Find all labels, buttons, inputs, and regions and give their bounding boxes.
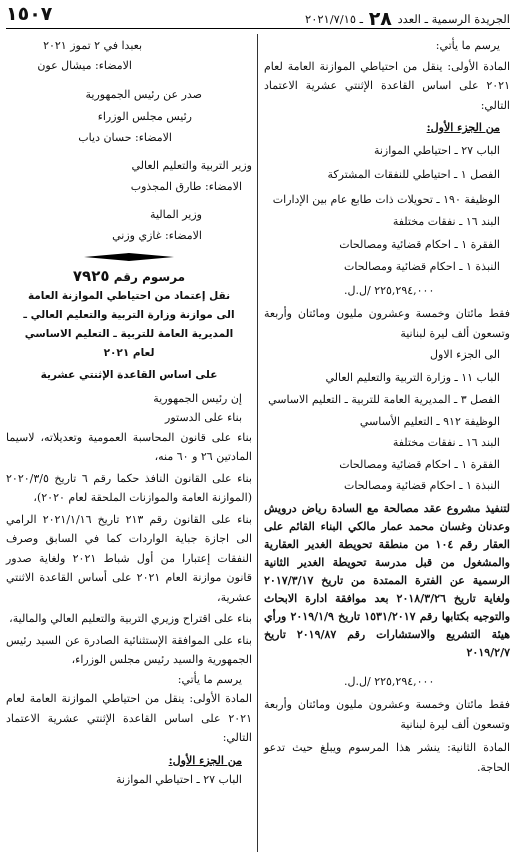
signer-title: رئيس مجلس الوزراء — [97, 109, 192, 123]
amount-in-words: فقط مائتان وخمسة وعشرون مليون ومائتان وأربعة وتسعون ألف ليرة لبنانية — [264, 698, 510, 731]
title-line: المديرية العامة للتربية ـ التعليم الاساسي — [24, 327, 234, 340]
preamble-paragraph: بناء على اقتراح وزيري التربية والتعليم العالي والمالية، — [9, 612, 252, 625]
title-line: نقل إعتماد من احتياطي الموازنة العامة — [27, 289, 231, 302]
signature-pm: الامضاء: حسان دياب — [78, 131, 172, 144]
left-column — [6, 36, 252, 790]
line-item: الوظيفة ٩١٢ ـ التعليم الأساسي — [359, 414, 500, 428]
decree-preamble: يرسم ما يأتي: — [435, 39, 500, 52]
preamble-paragraph: بناء على قانون المحاسبة العمومية وتعديلاته، لاسيما المادتين ٢٦ و ٦٠ منه، — [6, 430, 252, 463]
line-item: البند ١٦ ـ نفقات مختلفة — [392, 215, 500, 228]
part-heading: من الجزء الأول: — [426, 121, 500, 134]
article-one: المادة الأولى: ينقل من احتياطي الموازنة العامة لعام ٢٠٢١ على اساس القاعدة الإثنتي عشرية الاعتماد التالي: — [6, 692, 252, 744]
title-line: لعام ٢٠٢١ — [103, 346, 155, 359]
purpose-statement: لتنفيذ مشروع عقد مصالحة مع السادة رياض درويش وعدنان وغسان محمد عمار مالكي البناء القائم على العقار رقم ١٠٤ من منطقة تحويطة الغدير العقارية والمشغول من قبل مدرسة تحويطة الغدير الثانية الرسمية عن الفترة الممتدة من تاريخ ٢٠١٧/٣/١٧ ولغاية تاريخ ٢٠١٨/٣/٢٦ بعد موافقة ادارة الابحاث والتوجيه بكتابها رقم ١٥٣١/٢٠١٧ تاريخ ٢٠١٩/١/٩ ورأي هيئة التشريع والاستشارات رقم ٢٠١٩/٨٧ تاريخ ٢٠١٩/٢/٧ — [264, 501, 511, 659]
title-line: على اساس القاعدة الإثنتي عشرية — [40, 368, 218, 381]
article-one: المادة الأولى: ينقل من احتياطي الموازنة العامة لعام ٢٠٢١ على اساس القاعدة الإثنتي عشرية الاعتماد التالي: — [264, 59, 510, 112]
line-item: الباب ٢٧ ـ احتياطي الموازنة — [373, 143, 500, 157]
column-divider — [257, 34, 258, 852]
decree-label: مرسوم رقم — [113, 269, 186, 284]
signer-title: وزير المالية — [150, 207, 202, 221]
line-item: الفصل ١ ـ احتياطي للنفقات المشتركة — [327, 168, 500, 181]
header-rule — [6, 28, 510, 29]
preamble-paragraph: بناء على القانون النافذ حكما رقم ٦ تاريخ ٢٠٢٠/٣/٥ (الموازنة العامة والموازنات الملحقة لعام ٢٠٢٠)، — [6, 471, 252, 504]
line-item: الى الجزء الاول — [430, 348, 500, 361]
right-column — [264, 36, 510, 777]
line-item: الباب ٢٧ ـ احتياطي الموازنة — [115, 773, 242, 786]
line-item: الفقرة ١ ـ احكام قضائية ومصالحات — [339, 457, 500, 471]
gazette-name: الجريدة الرسمية ـ العدد — [397, 12, 510, 26]
signature-education-minister: الامضاء: طارق المجذوب — [130, 180, 242, 193]
decree-preamble: يرسم ما يأتي: — [177, 672, 242, 686]
issue-number: ٢٨ — [368, 8, 392, 30]
preamble-paragraph: بناء على الموافقة الإستثنائية الصادرة عن السيد رئيس الجمهورية والسيد رئيس مجلس الوزراء، — [6, 633, 252, 666]
decree-number-value: ٧٩٢٥ — [72, 266, 110, 285]
page-number: ١٥٠٧ — [6, 3, 53, 25]
decree-number — [6, 266, 252, 287]
header-title — [305, 8, 510, 30]
part-heading: من الجزء الأول: — [168, 753, 242, 767]
amount-in-words: فقط مائتان وخمسة وعشرون مليون ومائتان وأربعة وتسعون ألف ليرة لبنانية — [264, 307, 510, 340]
amount: ٢٢٥,٢٩٤,٠٠٠ /ل.ل. — [344, 674, 435, 688]
signer-title: وزير التربية والتعليم العالي — [131, 158, 252, 172]
preamble-line: إن رئيس الجمهورية — [153, 391, 242, 405]
line-item: الباب ١١ ـ وزارة التربية والتعليم العالي — [325, 370, 500, 384]
signature-finance-minister: الامضاء: غازي وزني — [112, 229, 202, 242]
article-two: المادة الثانية: ينشر هذا المرسوم ويبلغ حيث تدعو الحاجة. — [264, 741, 510, 774]
section-divider — [84, 252, 174, 262]
line-item: البند ١٦ ـ نفقات مختلفة — [392, 436, 500, 449]
issue-date: ـ ٢٠٢١/٧/١٥ — [305, 12, 364, 26]
preamble-paragraph: بناء على القانون رقم ٢١٣ تاريخ ٢٠٢١/١/١٦ الرامي الى اجازة جباية الواردات كما في السابق وصرف النفقات إعتبارا من أول شباط ٢٠٢١ ولغاية صدور قانون موازنة العام ٢٠٢١ على أساس القاعدة الاثنتي عشرية، — [6, 512, 252, 604]
line-item: الوظيفة ١٩٠ ـ تحويلات ذات طابع عام بين الإدارات — [272, 192, 500, 206]
page-header — [6, 2, 510, 28]
amount: ٢٢٥,٢٩٤,٠٠٠ /ل.ل. — [344, 283, 435, 297]
line-item: النبذة ١ ـ احكام قضائية ومصالحات — [344, 260, 500, 273]
place-date: بعبدا في ٢ تموز ٢٠٢١ — [43, 39, 142, 52]
line-item: النبذة ١ ـ احكام قضائية ومصالحات — [344, 479, 500, 492]
issued-by: صدر عن رئيس الجمهورية — [85, 88, 202, 101]
decree-title — [6, 287, 252, 385]
line-item: الفقرة ١ ـ احكام قضائية ومصالحات — [339, 237, 500, 251]
title-line: الى موازنة وزارة التربية والتعليم العالي ـ — [23, 308, 235, 321]
line-item: الفصل ٣ ـ المديرية العامة للتربية ـ التعليم الاساسي — [268, 393, 500, 406]
signature-president: الامضاء: ميشال عون — [37, 58, 132, 72]
preamble-line: بناء على الدستور — [165, 411, 242, 424]
